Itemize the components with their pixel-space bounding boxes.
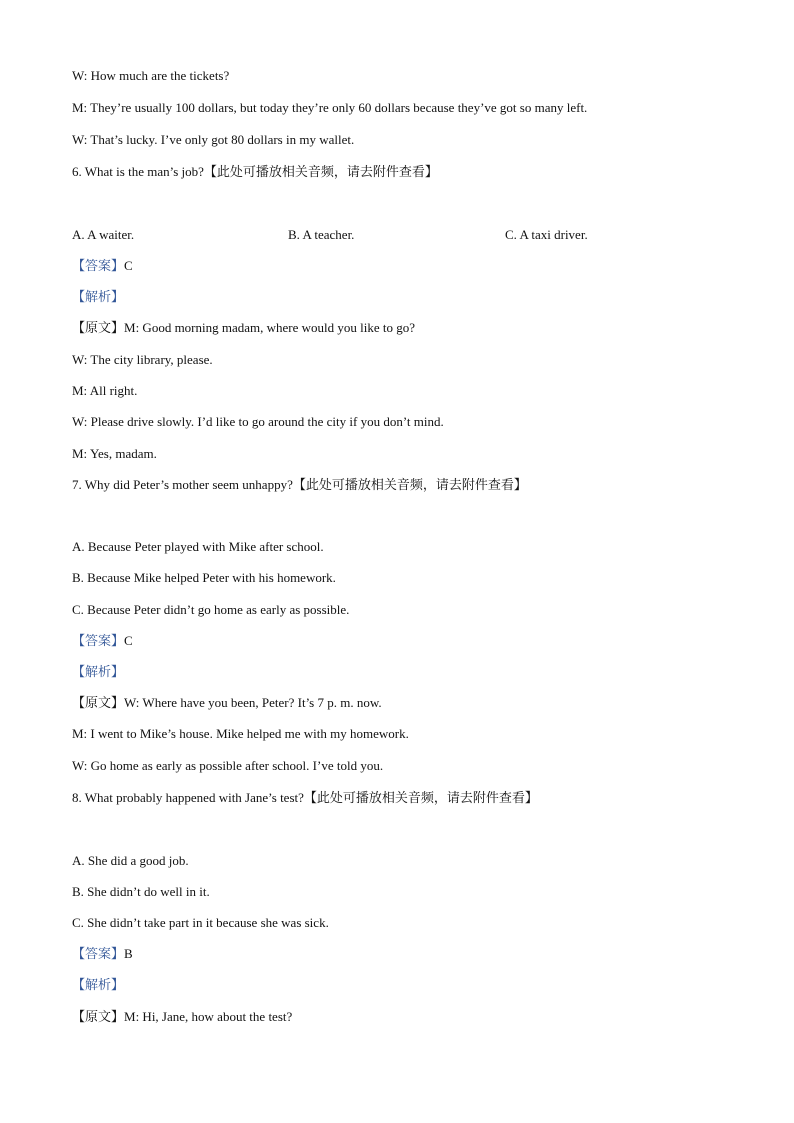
original-label: 【原文】 [72, 1009, 125, 1024]
transcript-line: M: Yes, madam. [72, 446, 157, 461]
q8-option-a: A. She did a good job. [72, 853, 189, 868]
q8-answer [72, 946, 133, 962]
transcript-line: W: The city library, please. [72, 352, 213, 367]
transcript-line: M: Good morning madam, where would you like to go? [124, 320, 416, 335]
q7-analysis-label: 【解析】 [72, 664, 125, 679]
q7-option-a: A. Because Peter played with Mike after school. [72, 539, 324, 554]
answer-label: 【答案】 [72, 633, 125, 648]
q6-answer [72, 258, 133, 274]
transcript-line: W: Please drive slowly. I’d like to go around the city if you don’t mind. [72, 414, 444, 429]
answer-value: C [124, 633, 133, 648]
transcript-line: M: Hi, Jane, how about the test? [124, 1009, 293, 1024]
q8-analysis-label: 【解析】 [72, 977, 125, 992]
original-label: 【原文】 [72, 320, 125, 335]
q6-option-c: C. A taxi driver. [505, 227, 588, 242]
q6-option-b: B. A teacher. [288, 227, 355, 242]
q6-transcript-start [72, 320, 415, 336]
answer-label: 【答案】 [72, 258, 125, 273]
dialogue-line: M: They’re usually 100 dollars, but today they’re only 60 dollars because they’ve got so many left. [72, 100, 588, 115]
dialogue-line: W: That’s lucky. I’ve only got 80 dollars in my wallet. [72, 132, 355, 147]
original-label: 【原文】 [72, 695, 125, 710]
q8-option-c: C. She didn’t take part in it because she was sick. [72, 915, 329, 930]
q7-transcript-start [72, 695, 382, 711]
transcript-line: W: Where have you been, Peter? It’s 7 p. m. now. [124, 695, 382, 710]
answer-label: 【答案】 [72, 946, 125, 961]
q6-analysis-label: 【解析】 [72, 289, 125, 304]
question-6: 6. What is the man’s job?【此处可播放相关音频，请去附件查看】 [72, 164, 438, 179]
q7-option-b: B. Because Mike helped Peter with his homework. [72, 570, 336, 585]
answer-value: C [124, 258, 133, 273]
q7-answer [72, 633, 133, 649]
q8-option-b: B. She didn’t do well in it. [72, 884, 210, 899]
question-8: 8. What probably happened with Jane’s test?【此处可播放相关音频，请去附件查看】 [72, 790, 538, 805]
q6-option-a: A. A waiter. [72, 227, 135, 242]
transcript-line: M: All right. [72, 383, 138, 398]
dialogue-line: W: How much are the tickets? [72, 68, 230, 83]
transcript-line: M: I went to Mike’s house. Mike helped me with my homework. [72, 726, 409, 741]
q8-transcript-start [72, 1009, 292, 1025]
answer-value: B [124, 946, 133, 961]
q7-option-c: C. Because Peter didn’t go home as early as possible. [72, 602, 350, 617]
transcript-line: W: Go home as early as possible after school. I’ve told you. [72, 758, 384, 773]
question-7: 7. Why did Peter’s mother seem unhappy?【此处可播放相关音频，请去附件查看】 [72, 477, 527, 492]
